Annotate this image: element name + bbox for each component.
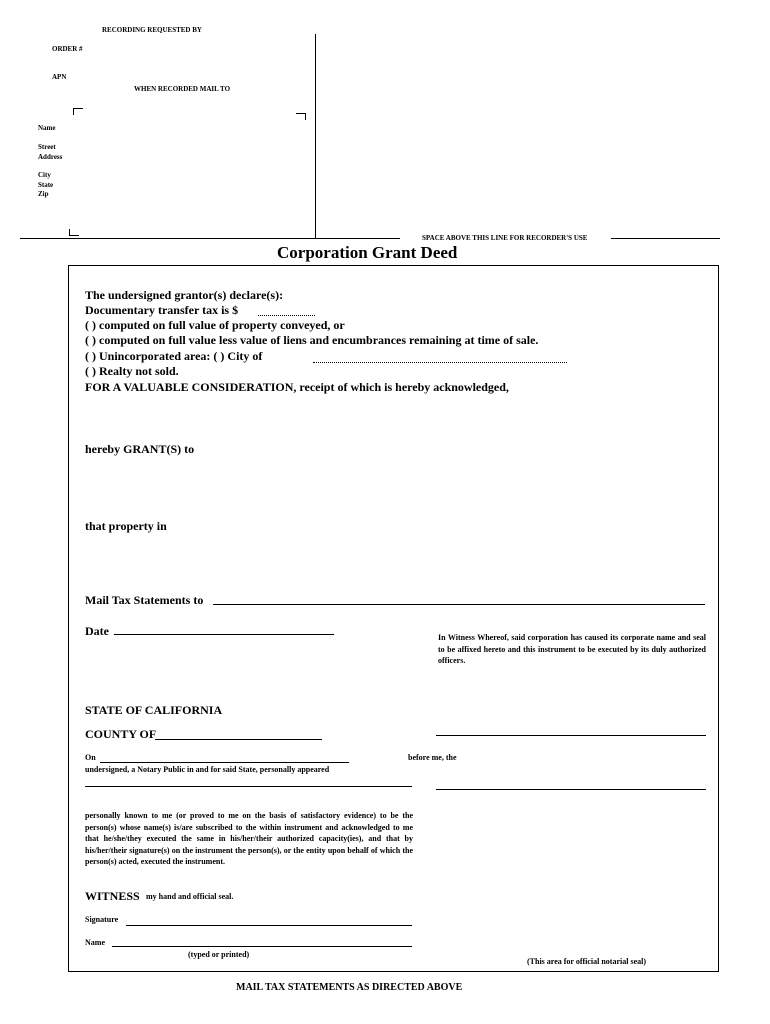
on-label: On <box>85 753 96 762</box>
corporate-signature-line-2[interactable] <box>436 789 706 790</box>
recording-requested-by-label: RECORDING REQUESTED BY <box>102 26 202 34</box>
address-box-corner-bottom-left <box>69 229 79 236</box>
personally-known-text: personally known to me (or proved to me on the basis of satisfactory evidence) to be the person(s) whose name(s) is/are subscribed to the within instrument and acknowledged to me that he/she/they executed the same in his/her/their authorized capacity(ies), and that by his/her/their signature(s) on the instrument the person(s), or the entity upon behalf of which the person(s) acted, executed the instrument. <box>85 811 413 866</box>
apn-label: APN <box>52 73 67 81</box>
address-box-corner-top-left <box>73 108 83 115</box>
declaration-line-3: ( ) computed on full value of property conveyed, or <box>85 318 345 332</box>
recorder-line-left <box>20 238 400 239</box>
witness-label: WITNESS <box>85 889 140 903</box>
page-title: Corporation Grant Deed <box>277 243 458 262</box>
address-box-corner-top-right <box>296 113 306 120</box>
declaration-line-7: FOR A VALUABLE CONSIDERATION, receipt of which is hereby acknowledged, <box>85 380 509 394</box>
state-label: State <box>38 181 54 189</box>
personally-appeared-field[interactable] <box>85 786 412 787</box>
county-of-label: COUNTY OF <box>85 727 157 741</box>
order-number-label: ORDER # <box>52 45 83 53</box>
county-field[interactable] <box>155 739 322 740</box>
date-label: Date <box>85 624 109 638</box>
declaration-line-1: The undersigned grantor(s) declare(s): <box>85 288 284 302</box>
recorder-line-right <box>611 238 720 239</box>
header-vertical-divider <box>315 34 316 238</box>
corporate-signature-line-1[interactable] <box>436 735 706 736</box>
address-label: Address <box>38 153 63 161</box>
signature-label: Signature <box>85 915 119 924</box>
notary-name-field[interactable] <box>112 946 412 947</box>
declaration-line-4: ( ) computed on full value less value of liens and encumbrances remaining at time of sale. <box>85 333 539 347</box>
footer-mail-tax-statements: MAIL TAX STATEMENTS AS DIRECTED ABOVE <box>236 982 463 993</box>
property-in-label: that property in <box>85 519 167 533</box>
mail-tax-statements-field[interactable] <box>213 604 705 605</box>
zip-label: Zip <box>38 190 49 198</box>
witness-hand-seal-text: my hand and official seal. <box>146 892 234 901</box>
date-field[interactable] <box>114 634 334 635</box>
undersigned-notary-text: undersigned, a Notary Public in and for said State, personally appeared <box>85 765 330 774</box>
notary-signature-field[interactable] <box>126 925 412 926</box>
grant-to-label: hereby GRANT(S) to <box>85 442 195 456</box>
notary-date-field[interactable] <box>100 762 349 763</box>
city-label: City <box>38 171 51 179</box>
typed-or-printed-label: (typed or printed) <box>188 950 250 959</box>
declaration-line-2: Documentary transfer tax is $ <box>85 303 239 317</box>
notarial-seal-label: (This area for official notarial seal) <box>527 957 647 966</box>
transfer-tax-field[interactable] <box>258 315 315 316</box>
corporate-witness-text: In Witness Whereof, said corporation has caused its corporate name and seal to be affixed hereto and this instrument to be executed by its duly authorized officers. <box>438 633 706 665</box>
mail-tax-statements-label: Mail Tax Statements to <box>85 593 204 607</box>
street-label: Street <box>38 143 56 151</box>
name-label: Name <box>38 124 56 132</box>
state-of-california-label: STATE OF CALIFORNIA <box>85 703 223 717</box>
when-recorded-mail-to-label: WHEN RECORDED MAIL TO <box>134 85 231 93</box>
name-label-notary: Name <box>85 938 105 947</box>
space-above-label: SPACE ABOVE THIS LINE FOR RECORDER'S USE <box>422 234 588 242</box>
before-me-label: before me, the <box>408 753 457 762</box>
declaration-line-5: ( ) Unincorporated area: ( ) City of <box>85 349 263 363</box>
declaration-line-6: ( ) Realty not sold. <box>85 364 179 378</box>
city-of-field[interactable] <box>313 362 567 363</box>
